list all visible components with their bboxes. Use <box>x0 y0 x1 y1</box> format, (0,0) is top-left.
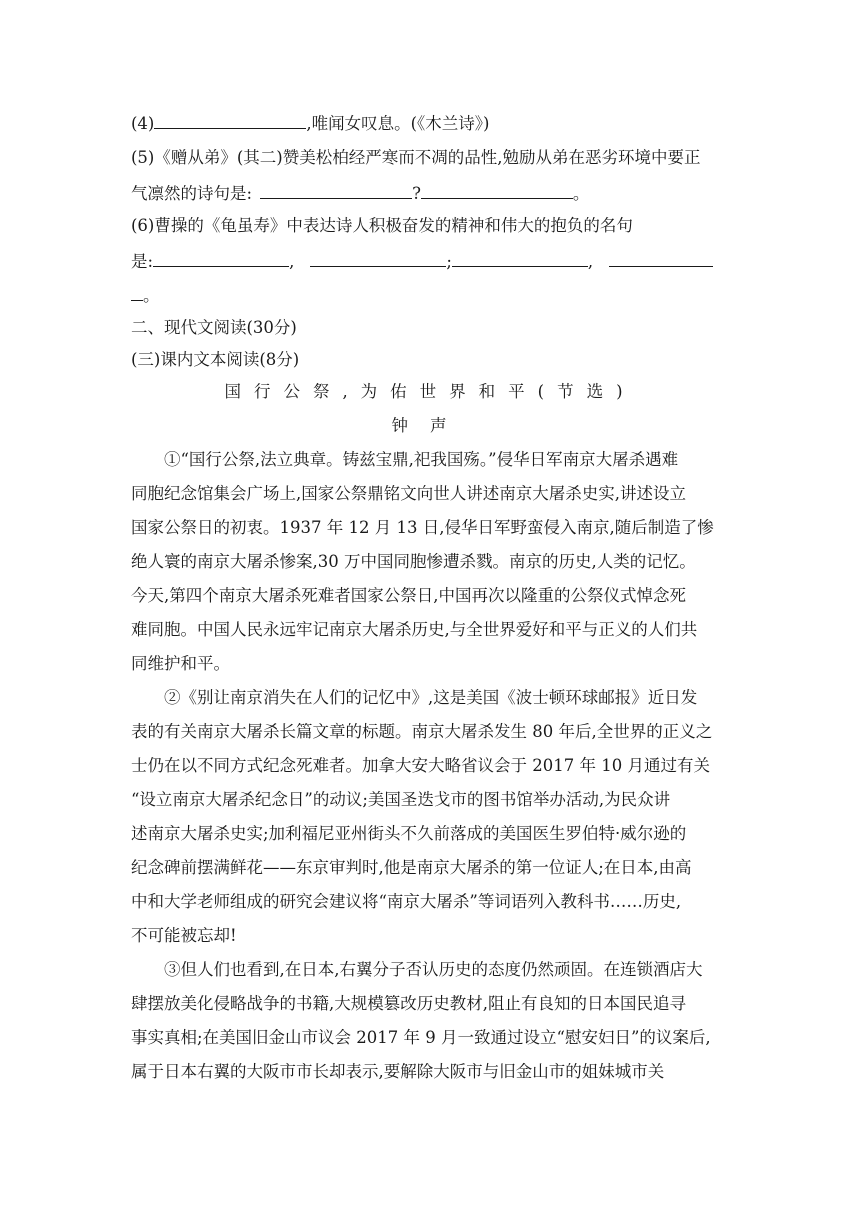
q5-prefix: 气凛然的诗句是: <box>131 184 253 203</box>
paragraph-3-line: ③但人们也看到,在日本,右翼分子否认历史的态度仍然顽固。在连锁酒店大 <box>164 960 703 979</box>
paragraph-1-line: 今天,第四个南京大屠杀死难者国家公祭日,中国再次以隆重的公祭仪式悼念死 <box>131 586 686 605</box>
q6-sep-2: ; <box>446 252 452 271</box>
article-title: 国行公祭,为佑世界和平(节选) <box>224 382 636 401</box>
paragraph-1-line: ①“国行公祭,法立典章。铸兹宝鼎,祀我国殇。”侵华日军南京大屠杀遇难 <box>164 450 679 469</box>
paragraph-2-line: 不可能被忘却! <box>131 926 237 945</box>
q4-prefix: (4) <box>131 114 155 133</box>
question-5-line-2 <box>131 182 589 202</box>
paragraph-3-line: 肆摆放美化侵略战争的书籍,大规模篡改历史教材,阻止有良知的日本国民追寻 <box>131 994 686 1013</box>
answer-blank[interactable] <box>153 250 289 267</box>
answer-blank[interactable] <box>421 182 573 199</box>
paragraph-1-line: 国家公祭日的初衷。1937 年 12 月 13 日,侵华日军野蛮侵入南京,随后制造了惨 <box>131 518 714 537</box>
paragraph-1-line: 难同胞。中国人民永远牢记南京大屠杀历史,与全世界爱好和平与正义的人们共 <box>131 620 698 639</box>
question-6-line-1: (6)曹操的《龟虽寿》中表达诗人积极奋发的精神和伟大的抱负的名句 <box>131 216 633 235</box>
section-heading-modern-reading: 二、现代文阅读(30分) <box>131 318 297 337</box>
paragraph-1-line: 同胞纪念馆集会广场上,国家公祭鼎铭文向世人讲述南京大屠杀史实,讲述设立 <box>131 484 686 503</box>
question-4 <box>131 112 490 132</box>
paragraph-3-line: 属于日本右翼的大阪市市长却表示,要解除大阪市与旧金山市的姐妹城市关 <box>131 1062 665 1081</box>
answer-blank[interactable] <box>131 284 143 301</box>
q6-sep-1: , <box>289 252 295 271</box>
q5-mid: ? <box>412 184 421 203</box>
paragraph-3-line: 事实真相;在美国旧金山市议会 2017 年 9 月一致通过设立“慰安妇日”的议案后, <box>131 1028 711 1047</box>
q6-sep-3: , <box>587 252 594 271</box>
question-6-line-2 <box>131 250 713 270</box>
section-heading-textbook-reading: (三)课内文本阅读(8分) <box>131 350 300 369</box>
q6-prefix: 是: <box>131 252 154 271</box>
paragraph-2-line: 纪念碑前摆满鲜花——东京审判时,他是南京大屠杀的第一位证人;在日本,由高 <box>131 858 692 877</box>
q4-suffix: ,唯闻女叹息。(《木兰诗》) <box>306 114 490 133</box>
answer-blank[interactable] <box>154 112 306 129</box>
q5-end: 。 <box>572 184 590 203</box>
paragraph-2-line: ②《别让南京消失在人们的记忆中》,这是美国《波士顿环球邮报》近日发 <box>164 688 698 707</box>
article-author: 钟声 <box>391 416 469 435</box>
paragraph-2-line: 表的有关南京大屠杀长篇文章的标题。南京大屠杀发生 80 年后,全世界的正义之 <box>131 722 713 741</box>
paragraph-2-line: 中和大学老师组成的研究会建议将“南京大屠杀”等词语列入教科书……历史, <box>131 892 682 911</box>
answer-blank[interactable] <box>260 182 412 199</box>
answer-blank[interactable] <box>310 250 446 267</box>
paragraph-1-line: 绝人寰的南京大屠杀惨案,30 万中国同胞惨遭杀戮。南京的历史,人类的记忆。 <box>131 552 696 571</box>
question-5-line-1: (5)《赠从弟》(其二)赞美松柏经严寒而不凋的品性,勉励从弟在恶劣环境中要正 <box>131 148 701 167</box>
paragraph-2-line: 述南京大屠杀史实;加利福尼亚州街头不久前落成的美国医生罗伯特·威尔逊的 <box>131 824 687 843</box>
answer-blank[interactable] <box>609 250 713 267</box>
paragraph-2-line: “设立南京大屠杀纪念日”的动议;美国圣迭戈市的图书馆举办活动,为民众讲 <box>131 790 671 809</box>
paragraph-2-line: 士仍在以不同方式纪念死难者。加拿大安大略省议会于 2017 年 10 月通过有关 <box>131 756 710 775</box>
paragraph-1-line: 同维护和平。 <box>131 654 230 673</box>
answer-blank[interactable] <box>452 250 588 267</box>
question-6-line-3 <box>131 284 160 304</box>
q6-end: 。 <box>143 286 160 305</box>
